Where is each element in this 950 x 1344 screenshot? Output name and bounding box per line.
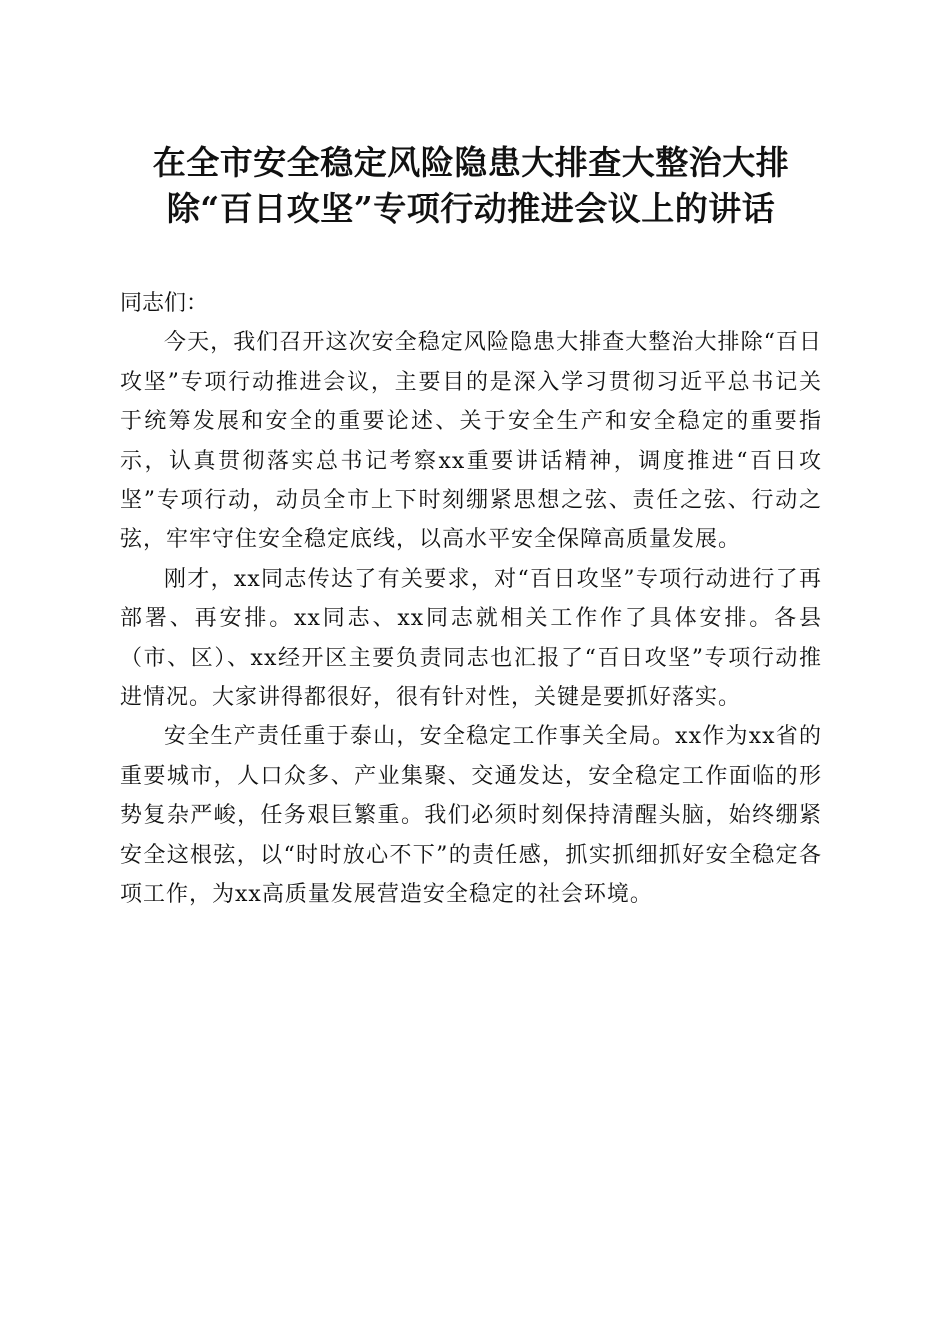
paragraph-2: 刚才，xx同志传达了有关要求，对“百日攻坚”专项行动进行了再部署、再安排。xx同志、xx同志就相关工作作了具体安排。各县（市、区）、xx经开区主要负责同志也汇报了“百日攻坚”专项行动推进情况。大家讲得都很好，很有针对性，关键是要抓好落实。 <box>120 566 822 711</box>
title-line-2: 除“百日攻坚”专项行动推进会议上的讲话 <box>166 189 776 228</box>
paragraph-3: 安全生产责任重于泰山，安全稳定工作事关全局。xx作为xx省的重要城市，人口众多、产业集聚、交通发达，安全稳定工作面临的形势复杂严峻，任务艰巨繁重。我们必须时刻保持清醒头脑，始终绷紧安全这根弦，以“时时放心不下”的责任感，抓实抓细抓好安全稳定各项工作，为xx高质量发展营造安全稳定的社会环境。 <box>120 724 822 908</box>
document-body <box>120 284 822 915</box>
document-title <box>120 140 822 232</box>
title-line-1: 在全市安全稳定风险隐患大排查大整治大排 <box>152 143 790 182</box>
salutation: 同志们： <box>120 291 209 316</box>
paragraph-1: 今天，我们召开这次安全稳定风险隐患大排查大整治大排除“百日攻坚”专项行动推进会议，主要目的是深入学习贯彻习近平总书记关于统筹发展和安全的重要论述、关于安全生产和安全稳定的重要指示，认真贯彻落实总书记考察xx重要讲话精神，调度推进“百日攻坚”专项行动，动员全市上下时刻绷紧思想之弦、责任之弦、行动之弦，牢牢守住安全稳定底线，以高水平安全保障高质量发展。 <box>120 330 822 553</box>
